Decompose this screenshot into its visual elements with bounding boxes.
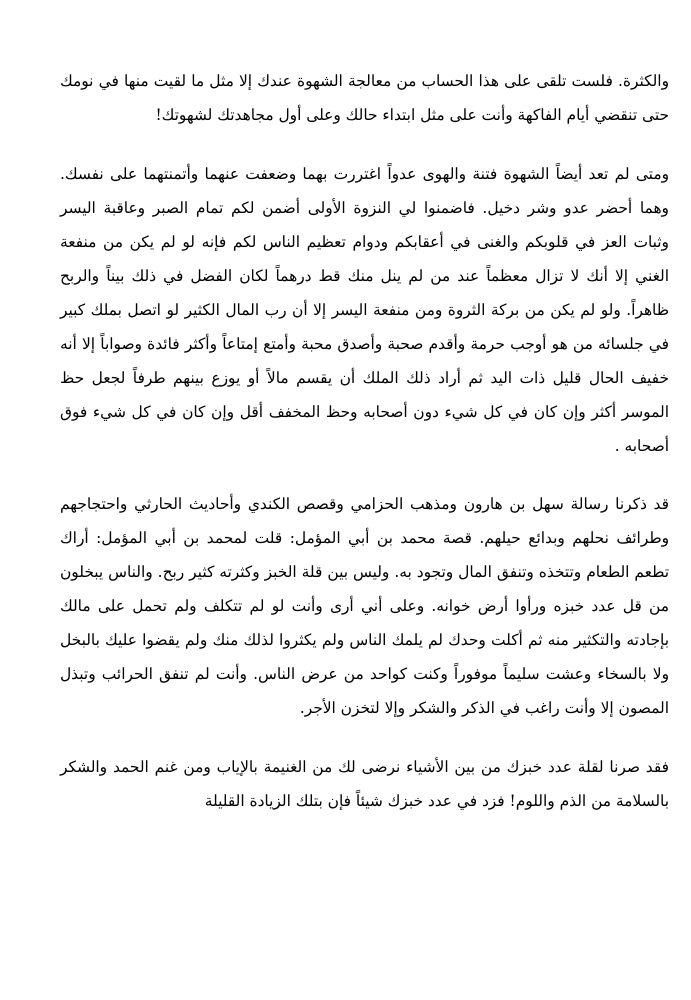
paragraph-4: فقد صرنا لقلة عدد خبزك من بين الأشياء نرضى لك من الغنيمة بالإياب ومن غنم الحمد والشكر بالسلامة من الذم واللوم! فزد في عدد خبزك شيئاً فإن بتلك الزيادة القليلة: [60, 758, 669, 810]
paragraph-2: ومتى لم تعد أيضاً الشهوة فتنة والهوى عدواً اغتررت بهما وضعفت عنهما وأتمنتهما على نفسك. وهما أحضر عدو وشر دخيل. فاضمنوا لي النزوة الأولى أضمن لكم تمام الصبر وعاقبة اليسر وثبات العز في قلوبكم والغنى في أعقابكم ودوام تعظيم الناس لكم فإنه لو لم يكن من منفعة الغني إلا أنك لا تزال معظماً عند من لم ينل منك قط درهماً لكان الفضل في ذلك بيناً والربح ظاهراً. ولو لم يكن من بركة الثروة ومن منفعة اليسر إلا أن رب المال الكثير لو اتصل بملك كبير في جلسائه من هو أوجب حرمة وأقدم صحبة وأصدق محبة وأمتع إمتاعاً وأكثر فائدة وصواباً إلا أنه خفيف الحال قليل ذات اليد ثم أراد ذلك الملك أن يقسم مالاً أو يوزع بينهم طرفاً لجعل حظ الموسر أكثر وإن كان في كل شيء دون أصحابه وحظ المخفف أقل وإن كان في كل شيء فوق أصحابه .: [60, 165, 669, 455]
document-page: [60, 64, 669, 818]
paragraph-3: قد ذكرنا رسالة سهل بن هارون ومذهب الحزامي وقصص الكندي وأحاديث الحارثي واحتجاجهم وطرائف نحلهم وبدائع حيلهم. قصة محمد بن أبي المؤمل: قلت لمحمد بن أبي المؤمل: أراك تطعم الطعام وتتخذه وتنفق المال وتجود به. وليس بين قلة الخبز وكثرته كثير ربح. والناس يبخلون من قل عدد خبزه ورأوا أرض خوانه. وعلى أني أرى وأنت لو لم تتكلف ولم تحمل على مالك بإجادته والتكثير منه ثم أكلت وحدك لم يلمك الناس ولم يكثروا لذلك منك ولم يقضوا عليك بالبخل ولا بالسخاء وعشت سليماً موفوراً وكنت كواحد من عرض الناس. وأنت لم تنفق الحرائب وتبذل المصون إلا وأنت راغب في الذكر والشكر وإلا لتخزن الأجر.: [60, 495, 669, 717]
paragraph-1: والكثرة. فلست تلقى على هذا الحساب من معالجة الشهوة عندك إلا مثل ما لقيت منها في نومك حتى تنقضي أيام الفاكهة وأنت على مثل ابتداء حالك وعلى أول مجاهدتك لشهوتك!: [60, 72, 669, 124]
